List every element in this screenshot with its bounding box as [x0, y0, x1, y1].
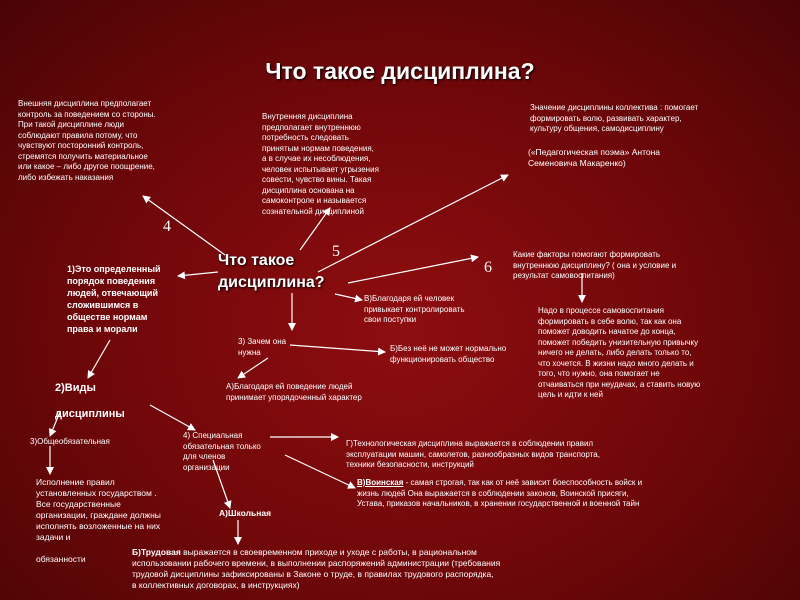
- arrow-to-military: [285, 455, 355, 488]
- arrow-to-b-without: [290, 345, 385, 352]
- arrow-to-external: [143, 196, 225, 255]
- labor-text: выражается в своевременном приходе и уходе с работы, в рациональном использовании рабочего времени, в выполнении распоряжений администрации (требования трудовой дисциплины зафиксированы в Законе о труде, в правилах трудового распорядка, в коллективных договорах, в инструкциях): [132, 547, 501, 590]
- arrow-to-special: [150, 405, 195, 430]
- special-discipline: 4) Специальная обязательная только для членов организации: [183, 431, 261, 472]
- number-5: 5: [332, 243, 340, 260]
- labor-discipline: [132, 547, 500, 591]
- military-discipline: [357, 478, 642, 510]
- general-obligatory: 3)Общеобязательная: [30, 437, 110, 446]
- b-helps-control: В)Благодаря ей человек привыкает контролировать свои поступки: [364, 294, 465, 324]
- factors-question: Какие факторы помогают формировать внутреннюю дисциплину? ( она и условие и результат самовоспитания): [513, 250, 677, 280]
- arrow-to-factors: [348, 257, 478, 283]
- general-description: Исполнение правил установленных государством . Все государственные организации, граждане должны исполнять возложенные на них задачи и обязанности: [36, 477, 161, 564]
- labor-label: Б)Трудовая: [132, 547, 181, 557]
- types-of-discipline: 2)Виды дисциплины: [55, 382, 125, 420]
- a-ordered-behavior: А)Благодаря ей поведение людей принимает упорядоченный характер: [226, 382, 362, 402]
- pedagogical-poem: («Педагогическая поэма» Антона Семеновича Макаренко): [528, 147, 661, 168]
- slide-title: Что такое дисциплина?: [265, 58, 535, 84]
- why-needed: 3) Зачем она нужна: [238, 337, 287, 357]
- military-label: В)Воинская: [357, 478, 404, 487]
- technological-discipline: Г)Технологическая дисциплина выражается в соблюдении правил эксплуатации машин, самолетов, разнообразных видов транспорта, техники безопасности, инструкций: [346, 439, 600, 469]
- arrow-to-def1: [178, 272, 218, 276]
- military-text: - самая строгая, так как от неё зависит боеспособность войск и жизнь людей Она выражается в соблюдении законов, Воинской присяги, Устава, приказов начальников, в хранении государственной и военной тайн: [357, 478, 643, 508]
- external-discipline: Внешняя дисциплина предполагает контроль за поведением со стороны. При такой дисциплине люди соблюдают правила потому, что чувствуют посторонний контроль, стремятся получить материальное или какое – либо другое поощрение, либо избежать наказания: [18, 99, 156, 182]
- b-without-society: Б)Без неё не может нормально функционировать общество: [390, 344, 507, 364]
- collective-discipline: Значение дисциплины коллектива : помогает формировать волю, развивать характер, культуру общения, самодисциплину: [530, 103, 699, 133]
- definition-1: 1)Это определенный порядок поведения людей, отвечающий сложившимся в обществе нормам права и морали: [67, 264, 161, 334]
- arrow-to-a-thanks: [238, 358, 268, 378]
- arrow-to-types: [88, 340, 110, 378]
- arrow-to-b-helps: [335, 294, 362, 300]
- number-6: 6: [484, 259, 492, 276]
- self-education: Надо в процессе самовоспитания формировать в себе волю, так как она поможет доводить начатое до конца, поможет победить унизительную привычку ничего не делать, либо делать только то, что хочется. В жизни надо много делать и того, что нужно, она помогает не отчаиваться при неудачах, а ставить новую цель и идти к ней: [538, 306, 701, 399]
- school-discipline: А)Школьная: [219, 508, 272, 518]
- internal-discipline: Внутренняя дисциплина предполагает внутреннюю потребность следовать принятым нормам поведения, а в случае их несоблюдения, человек испытывает угрызения совести, чувство вины. Такая дисциплина основана на самоконтроле и называется сознательной дисциплиной: [262, 112, 379, 216]
- number-4: 4: [163, 218, 171, 235]
- central-question: Что такое дисциплина?: [218, 252, 325, 291]
